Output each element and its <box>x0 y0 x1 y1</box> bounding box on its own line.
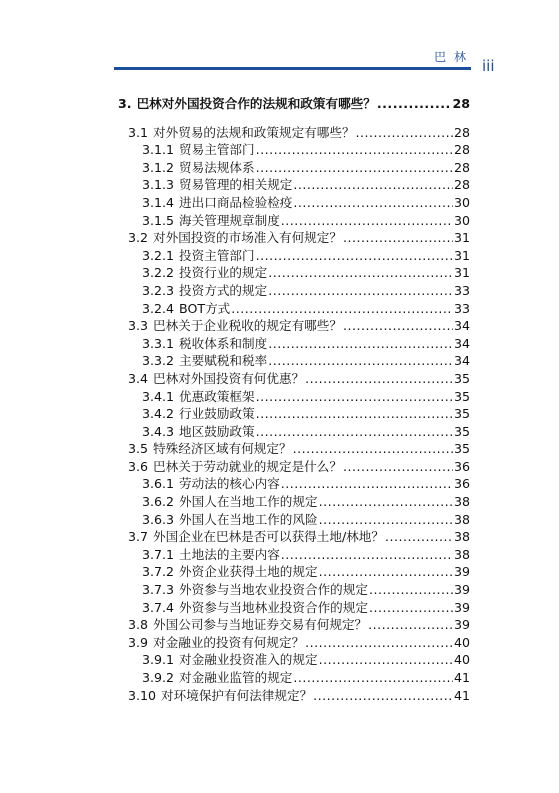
toc-entry-number: 3.1.4 <box>142 194 175 210</box>
toc-dot-leader <box>268 352 453 370</box>
toc-entry-number: 3.5 <box>128 441 149 457</box>
toc-entry-title: 海关管理规章制度 <box>179 212 280 228</box>
toc-entry-number: 3.2 <box>128 230 149 246</box>
toc-entry-number: 3.8 <box>128 617 149 633</box>
toc-entry-page: 28 <box>453 124 470 140</box>
toc-dot-leader <box>313 687 453 705</box>
toc-dot-leader <box>293 176 453 194</box>
toc-entry-title: 巴林关于企业税收的规定有哪些？ <box>153 318 342 334</box>
toc-entry-title: 贸易法规体系 <box>179 159 255 175</box>
toc-entry-title: 巴林对外国投资合作的法规和政策有哪些？ <box>136 96 376 111</box>
toc-entry-page: 33 <box>453 282 470 298</box>
toc-entry[interactable] <box>118 194 470 212</box>
toc-entry-page: 39 <box>453 617 470 633</box>
toc-entry[interactable] <box>118 440 470 458</box>
toc-entry-number: 3.3 <box>128 318 149 334</box>
toc-entry-title: 外资参与当地农业投资合作的规定 <box>179 582 368 598</box>
toc-entry-number: 3.2.4 <box>142 300 175 316</box>
toc-entry-title: BOT方式 <box>179 300 231 316</box>
toc-dot-leader <box>305 370 453 388</box>
toc-dot-leader <box>281 475 453 493</box>
toc-entry-page: 41 <box>453 687 470 703</box>
toc-entry-number: 3.6.3 <box>142 511 175 527</box>
toc-entry[interactable] <box>118 124 470 142</box>
toc-entry[interactable] <box>118 511 470 529</box>
toc-dot-leader <box>256 405 453 423</box>
toc-entry-title: 进出口商品检验检疫 <box>179 194 293 210</box>
toc-entry-page: 35 <box>453 441 470 457</box>
toc-entry-title: 对金融业的投资有何规定？ <box>153 634 305 650</box>
toc-entry-title: 外资参与当地林业投资合作的规定 <box>179 599 368 615</box>
toc-entry-page: 38 <box>453 529 470 545</box>
toc-entry[interactable] <box>118 212 470 230</box>
toc-entry-number: 3.7.1 <box>142 546 175 562</box>
toc-dot-leader <box>231 300 453 318</box>
toc-entry[interactable] <box>118 264 470 282</box>
toc-entry-number: 3.1.2 <box>142 159 175 175</box>
toc-entry-page: 31 <box>453 230 470 246</box>
toc-entry-page: 34 <box>453 318 470 334</box>
toc-dot-leader <box>256 247 453 265</box>
toc-dot-leader <box>256 141 453 159</box>
toc-entry-title: 税收体系和制度 <box>179 335 268 351</box>
page-number: iii <box>482 57 495 75</box>
toc-entry-title: 投资方式的规定 <box>179 282 268 298</box>
toc-entry-page: 38 <box>453 546 470 562</box>
toc-entry-title: 对金融业投资准入的规定 <box>179 652 318 668</box>
toc-entry-number: 3.6 <box>128 458 149 474</box>
toc-entry-number: 3.6.1 <box>142 476 175 492</box>
toc-dot-leader <box>319 651 453 669</box>
toc-dot-leader <box>293 440 453 458</box>
toc-entry-number: 3.1.5 <box>142 212 175 228</box>
toc-entry-page: 36 <box>453 458 470 474</box>
toc-entry-number: 3.6.2 <box>142 494 175 510</box>
toc-entry[interactable] <box>118 95 470 113</box>
toc-dot-leader <box>343 458 453 476</box>
header-rule <box>114 67 471 70</box>
toc-dot-leader <box>369 599 453 617</box>
toc-entry[interactable] <box>118 405 470 423</box>
toc-entry[interactable] <box>118 651 470 669</box>
toc-entry[interactable] <box>118 282 470 300</box>
toc-entry-number: 3.7 <box>128 529 149 545</box>
toc-entry-number: 3. <box>118 96 132 111</box>
toc-entry-title: 贸易主管部门 <box>179 142 255 158</box>
toc-entry-number: 3.7.2 <box>142 564 175 580</box>
toc-entry[interactable] <box>118 229 470 247</box>
toc-entry-page: 39 <box>453 599 470 615</box>
toc-entry-page: 35 <box>453 388 470 404</box>
toc-entry-page: 34 <box>453 335 470 351</box>
toc-entry-number: 3.2.1 <box>142 247 175 263</box>
toc-entry-number: 3.9.2 <box>142 670 175 685</box>
toc-entry[interactable] <box>118 370 470 388</box>
toc-entry-title: 土地法的主要内容 <box>179 546 280 562</box>
toc-entry-page: 41 <box>453 670 470 685</box>
toc-entry-title: 投资行业的规定 <box>179 265 268 281</box>
toc-dot-leader <box>293 194 453 212</box>
toc-dot-leader <box>377 95 452 113</box>
toc-dot-leader <box>343 229 453 247</box>
toc-entry-title: 行业鼓励政策 <box>179 406 255 422</box>
toc-dot-leader <box>319 511 453 529</box>
toc-entry-number: 3.4 <box>128 370 149 386</box>
toc-entry-title: 劳动法的核心内容 <box>179 476 280 492</box>
toc-entry-title: 投资主管部门 <box>179 247 255 263</box>
toc-entry-title: 优惠政策框架 <box>179 388 255 404</box>
toc-entry-page: 38 <box>453 511 470 527</box>
toc-entry-title: 主要赋税和税率 <box>179 353 268 369</box>
toc-entry-number: 3.7.3 <box>142 582 175 598</box>
toc-dot-leader <box>293 669 453 687</box>
toc-entry-page: 28 <box>453 159 470 175</box>
toc-entry-page: 33 <box>453 300 470 316</box>
toc-entry[interactable] <box>118 687 470 705</box>
toc-entry-page: 30 <box>453 194 470 210</box>
toc-entry-number: 3.3.2 <box>142 353 175 369</box>
toc-entry[interactable] <box>118 581 470 599</box>
toc-entry[interactable] <box>118 528 470 546</box>
toc-entry-number: 3.7.4 <box>142 599 175 615</box>
toc-entry-number: 3.2.2 <box>142 265 175 281</box>
toc-entry[interactable] <box>118 335 470 353</box>
toc-entry[interactable] <box>118 352 470 370</box>
toc-dot-leader <box>319 563 453 581</box>
toc-entry[interactable] <box>118 423 470 441</box>
toc-entry-page: 36 <box>453 476 470 492</box>
toc-dot-leader <box>256 388 453 406</box>
toc-entry-title: 外国人在当地工作的规定 <box>179 494 318 510</box>
toc-dot-leader <box>356 124 453 142</box>
toc-entry[interactable] <box>118 300 470 318</box>
toc-entry-number: 3.1.1 <box>142 142 175 158</box>
toc-entry-page: 34 <box>453 353 470 369</box>
toc-entry-title: 对环境保护有何法律规定？ <box>161 687 313 703</box>
toc-entry-number: 3.4.2 <box>142 406 175 422</box>
toc-dot-leader <box>268 335 453 353</box>
toc-dot-leader <box>319 493 453 511</box>
toc-entry-title: 巴林对外国投资有何优惠？ <box>153 370 305 386</box>
toc-entry-number: 3.9 <box>128 634 149 650</box>
header-country-name: 巴 林 <box>434 50 468 64</box>
toc-dot-leader <box>305 634 453 652</box>
toc-entry-page: 31 <box>453 247 470 263</box>
toc-dot-leader <box>268 264 453 282</box>
toc-dot-leader <box>281 212 453 230</box>
toc-entry-page: 30 <box>453 212 470 228</box>
toc-entry[interactable] <box>118 317 470 335</box>
toc-entry-number: 3.1.3 <box>142 177 175 193</box>
toc-entry[interactable] <box>118 247 470 265</box>
toc-entry[interactable] <box>118 563 470 581</box>
toc-entry-page: 35 <box>453 423 470 439</box>
toc-entry-number: 3.9.1 <box>142 652 175 668</box>
toc-dot-leader <box>368 616 453 634</box>
toc-entry-number: 3.1 <box>128 124 149 140</box>
toc-dot-leader <box>256 423 453 441</box>
toc-entry[interactable] <box>118 475 470 493</box>
toc-dot-leader <box>256 159 453 177</box>
toc-entry[interactable] <box>118 669 470 687</box>
toc-entry-number: 3.4.1 <box>142 388 175 404</box>
toc-dot-leader <box>281 546 453 564</box>
toc-entry-number: 3.4.3 <box>142 423 175 439</box>
table-of-contents <box>118 95 470 704</box>
toc-entry-page: 35 <box>453 370 470 386</box>
toc-entry-title: 特殊经济区域有何规定？ <box>153 441 292 457</box>
toc-entry-number: 3.2.3 <box>142 282 175 298</box>
toc-entry[interactable] <box>118 176 470 194</box>
toc-entry-title: 外资企业获得土地的规定 <box>179 564 318 580</box>
toc-entry-page: 31 <box>453 265 470 281</box>
toc-entry-number: 3.3.1 <box>142 335 175 351</box>
toc-entry-page: 28 <box>452 96 470 111</box>
toc-entry-number: 3.10 <box>128 687 157 703</box>
toc-entry-title: 对外贸易的法规和政策规定有哪些？ <box>153 124 355 140</box>
toc-entry-page: 28 <box>453 177 470 193</box>
toc-entry-title: 对外国投资的市场准入有何规定？ <box>153 230 342 246</box>
toc-entry-title: 地区鼓励政策 <box>179 423 255 439</box>
toc-dot-leader <box>369 581 453 599</box>
toc-entry[interactable] <box>118 493 470 511</box>
toc-entry-page: 35 <box>453 406 470 422</box>
toc-entry[interactable] <box>118 159 470 177</box>
toc-entry-page: 40 <box>453 652 470 668</box>
toc-entry-page: 39 <box>453 564 470 580</box>
toc-entry[interactable] <box>118 599 470 617</box>
toc-entry[interactable] <box>118 141 470 159</box>
toc-entry-title: 外国人在当地工作的风险 <box>179 511 318 527</box>
toc-dot-leader <box>385 528 453 546</box>
toc-entry-title: 对金融业监管的规定 <box>179 670 293 685</box>
toc-entry-title: 巴林关于劳动就业的规定是什么？ <box>153 458 342 474</box>
toc-dot-leader <box>343 317 453 335</box>
toc-entry[interactable] <box>118 388 470 406</box>
toc-entry[interactable] <box>118 546 470 564</box>
toc-entry-page: 38 <box>453 494 470 510</box>
toc-entry-title: 外国企业在巴林是否可以获得土地/林地？ <box>153 529 384 545</box>
toc-entry[interactable] <box>118 458 470 476</box>
toc-entry-title: 贸易管理的相关规定 <box>179 177 293 193</box>
toc-entry[interactable] <box>118 634 470 652</box>
toc-entry-page: 40 <box>453 634 470 650</box>
toc-dot-leader <box>268 282 453 300</box>
toc-entry-page: 39 <box>453 582 470 598</box>
toc-entry[interactable] <box>118 616 470 634</box>
toc-entry-page: 28 <box>453 142 470 158</box>
toc-entry-title: 外国公司参与当地证券交易有何规定？ <box>153 617 368 633</box>
